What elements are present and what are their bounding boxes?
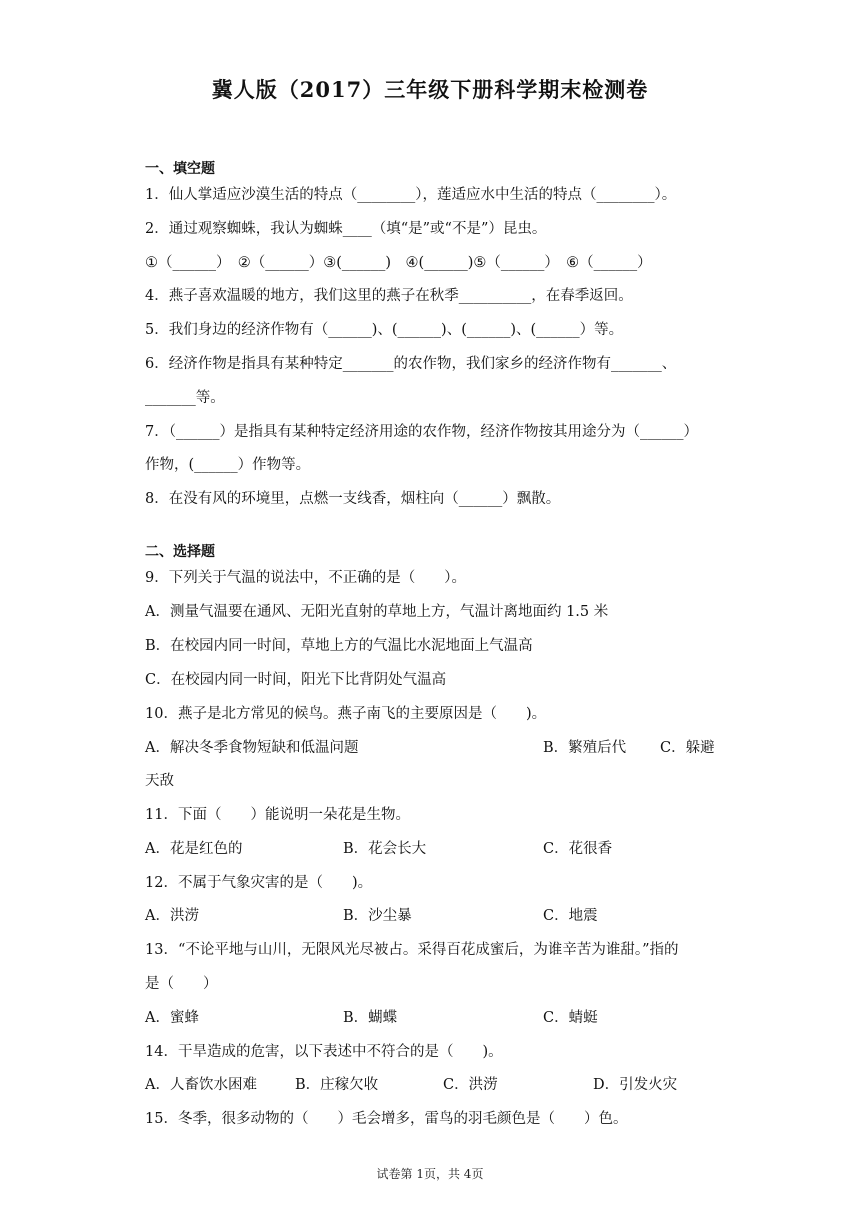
question-10: 10．燕子是北方常见的候鸟。燕子南飞的主要原因是（ )。 xyxy=(145,706,547,722)
section-heading-choice: 二、选择题 xyxy=(145,544,215,560)
q11-option-a: A．花是红色的 xyxy=(145,841,243,857)
section-heading-fill: 一、填空题 xyxy=(145,161,215,177)
q9-option-b: B．在校园内同一时间，草地上方的气温比水泥地面上气温高 xyxy=(145,638,533,654)
q11-option-c: C．花很香 xyxy=(543,841,613,857)
q10-option-a: A．解决冬季食物短缺和低温问题 xyxy=(145,740,359,756)
q10-option-b: B．繁殖后代 xyxy=(543,740,627,756)
q13-option-c: C．蜻蜓 xyxy=(543,1010,598,1026)
question-8: 8．在没有风的环境里，点燃一支线香，烟柱向（______）飘散。 xyxy=(145,491,561,507)
question-4: 4．燕子喜欢温暖的地方，我们这里的燕子在秋季__________，在春季返回。 xyxy=(145,288,633,304)
page-title: 冀人版（2017）三年级下册科学期末检测卷 xyxy=(211,77,649,102)
question-2: 2．通过观察蜘蛛，我认为蜘蛛____（填“是”或“不是”）昆虫。 xyxy=(145,221,547,237)
page-footer: 试卷第 1页，共 4页 xyxy=(376,1167,484,1181)
question-6-cont: _______等。 xyxy=(145,390,225,406)
question-12: 12．不属于气象灾害的是（ )。 xyxy=(145,875,373,891)
question-7-cont: 作物，(______）作物等。 xyxy=(145,457,311,473)
question-3: ①（______） ②（______）③(______) ④(______)⑤（______） ⑥（______） xyxy=(145,255,652,271)
question-15: 15．冬季，很多动物的（ ）毛会增多，雷鸟的羽毛颜色是（ ）色。 xyxy=(145,1111,628,1127)
q14-option-b: B．庄稼欠收 xyxy=(295,1077,379,1093)
q14-option-a: A．人畜饮水困难 xyxy=(145,1077,257,1093)
question-7: 7．（______）是指具有某种特定经济用途的农作物，经济作物按其用途分为（______） xyxy=(145,424,698,440)
q12-option-a: A．洪涝 xyxy=(145,908,199,924)
question-5: 5．我们身边的经济作物有（______)、(______)、(______)、(______）等。 xyxy=(145,322,624,338)
q10-option-c-cont: 天敌 xyxy=(145,773,174,789)
q14-option-c: C．洪涝 xyxy=(443,1077,498,1093)
q13-option-b: B．蝴蝶 xyxy=(343,1010,398,1026)
question-1: 1．仙人掌适应沙漠生活的特点（________），莲适应水中生活的特点（________）。 xyxy=(145,187,677,203)
question-13: 13．“不论平地与山川，无限风光尽被占。采得百花成蜜后，为谁辛苦为谁甜。”指的 xyxy=(145,942,679,958)
q9-option-c: C．在校园内同一时间，阳光下比背阴处气温高 xyxy=(145,672,447,688)
q10-option-c: C．躲避 xyxy=(660,740,715,756)
question-11: 11．下面（ ）能说明一朵花是生物。 xyxy=(145,807,410,823)
q9-option-a: A．测量气温要在通风、无阳光直射的草地上方，气温计离地面约 1.5 米 xyxy=(145,604,609,620)
q12-option-b: B．沙尘暴 xyxy=(343,908,412,924)
q12-option-c: C．地震 xyxy=(543,908,598,924)
q13-option-a: A．蜜蜂 xyxy=(145,1010,199,1026)
q11-option-b: B．花会长大 xyxy=(343,841,427,857)
question-9: 9．下列关于气温的说法中，不正确的是（ ）。 xyxy=(145,570,466,586)
question-6: 6．经济作物是指具有某种特定_______的农作物，我们家乡的经济作物有_______、 xyxy=(145,356,677,372)
question-13-cont: 是（ ） xyxy=(145,976,218,992)
question-14: 14．干旱造成的危害，以下表述中不符合的是（ )。 xyxy=(145,1044,503,1060)
q14-option-d: D．引发火灾 xyxy=(593,1077,678,1093)
